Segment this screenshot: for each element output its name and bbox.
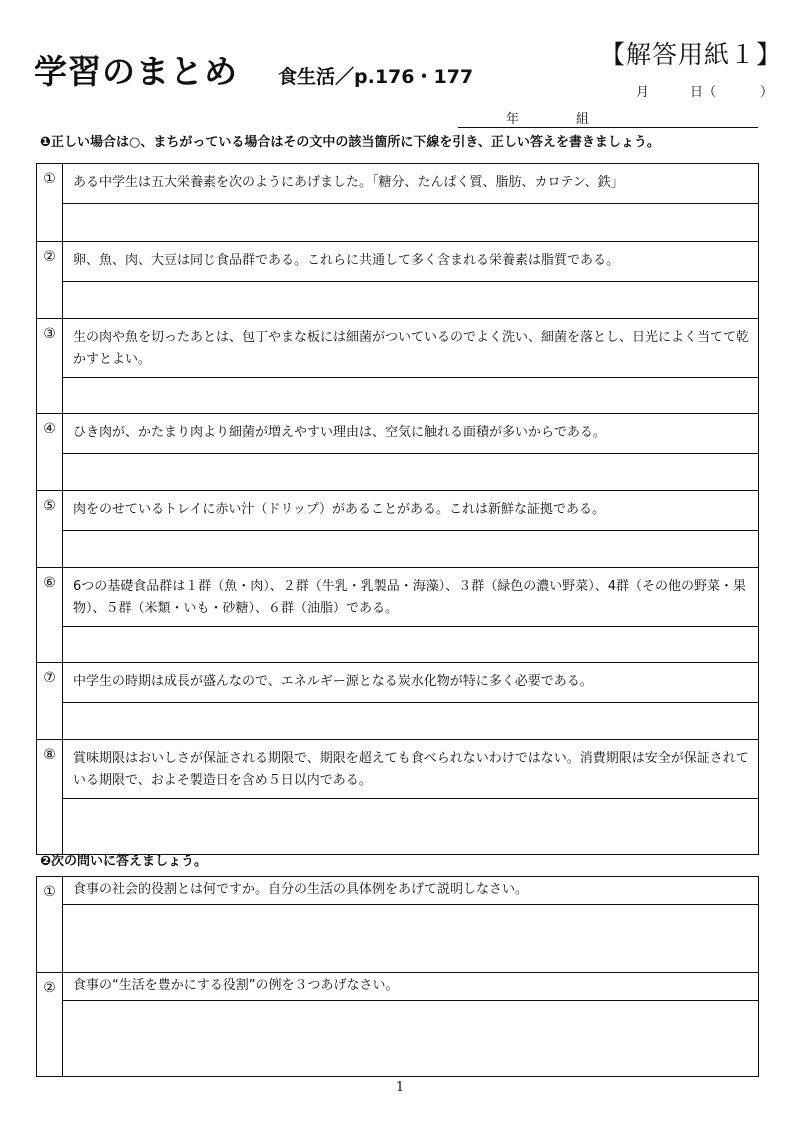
answer-field[interactable] xyxy=(63,203,758,241)
answer-sheet-label: 【解答用紙１】 xyxy=(600,40,783,69)
section2-table xyxy=(36,876,759,1077)
question-number: ② xyxy=(37,242,63,318)
table-row xyxy=(37,877,758,972)
question-text: 食事の社会的役割とは何ですか。自分の生活の具体例をあげて説明しなさい。 xyxy=(73,882,529,897)
question-number: ① xyxy=(37,164,63,241)
answer-field[interactable] xyxy=(63,453,758,490)
question-text: 生の肉や魚を切ったあとは、包丁やまな板には細菌がついているのでよく洗い、細菌を落とし、日光によく当てて乾かすとよい。 xyxy=(73,330,750,367)
year-class-field[interactable] xyxy=(458,107,758,128)
page-number: 1 xyxy=(395,1080,405,1095)
answer-field[interactable] xyxy=(63,1000,758,1076)
table-row xyxy=(37,739,758,854)
question-text: 肉をのせているトレイに赤い汁（ドリップ）があることがある。これは新鮮な証拠である。 xyxy=(73,502,605,517)
question-text: 6つの基礎食品群は１群（魚・肉）、２群（牛乳・乳製品・海藻）、３群（緑色の濃い野菜）、4群（その他の野菜・果物）、５群（米類・いも・砂糖）、６群（油脂）である。 xyxy=(73,579,747,616)
table-row xyxy=(37,972,758,1076)
date-month-label: 月 xyxy=(636,85,650,100)
question-text: 賞味期限はおいしさが保証される期限で、期限を超えても食べられないわけではない。消費期限は安全が保証されている期限で、およそ製造日を含め５日以内である。 xyxy=(73,751,749,788)
question-number: ③ xyxy=(37,319,63,413)
date-day-label: 日（ xyxy=(690,85,717,100)
table-row xyxy=(37,567,758,662)
question-number: ④ xyxy=(37,414,63,490)
question-text: 食事の“生活を豊かにする役割”の例を３つあげなさい。 xyxy=(73,978,399,993)
question-number: ① xyxy=(37,877,63,972)
question-text: 中学生の時期は成長が盛んなので、エネルギー源となる炭水化物が特に多く必要である。 xyxy=(73,674,593,689)
table-row xyxy=(37,413,758,490)
class-label: 組 xyxy=(576,112,590,127)
table-row xyxy=(37,490,758,567)
date-day-close: ） xyxy=(760,85,774,100)
answer-field[interactable] xyxy=(63,904,758,972)
section1-heading: ❶正しい場合は○、まちがっている場合はその文中の該当箇所に下線を引き、正しい答えを書きましょう。 xyxy=(40,135,660,150)
table-row xyxy=(37,318,758,413)
answer-field[interactable] xyxy=(63,626,758,662)
question-number: ⑥ xyxy=(37,568,63,662)
answer-field[interactable] xyxy=(63,530,758,567)
question-number: ② xyxy=(37,973,63,1076)
answer-field[interactable] xyxy=(63,798,758,854)
section2-heading: ❷次の問いに答えましょう。 xyxy=(40,854,208,869)
year-label: 年 xyxy=(506,112,520,127)
answer-field[interactable] xyxy=(63,281,758,318)
question-number: ⑤ xyxy=(37,491,63,567)
section1-table xyxy=(36,163,759,855)
question-number: ⑦ xyxy=(37,663,63,739)
table-row xyxy=(37,662,758,739)
answer-field[interactable] xyxy=(63,377,758,413)
question-text: ある中学生は五大栄養素を次のようにあげました。「糖分、たんぱく質、脂肪、カロテン、鉄」 xyxy=(73,175,624,190)
answer-field[interactable] xyxy=(63,702,758,739)
table-row xyxy=(37,164,758,241)
table-row xyxy=(37,241,758,318)
question-text: 卵、魚、肉、大豆は同じ食品群である。これらに共通して多く含まれる栄養素は脂質である。 xyxy=(73,253,620,268)
page-title: 学習のまとめ xyxy=(34,52,238,91)
question-number: ⑧ xyxy=(37,740,63,854)
page-subtitle: 食生活／p.176・177 xyxy=(278,66,474,88)
question-text: ひき肉が、かたまり肉より細菌が増えやすい理由は、空気に触れる面積が多いからである。 xyxy=(73,425,606,440)
